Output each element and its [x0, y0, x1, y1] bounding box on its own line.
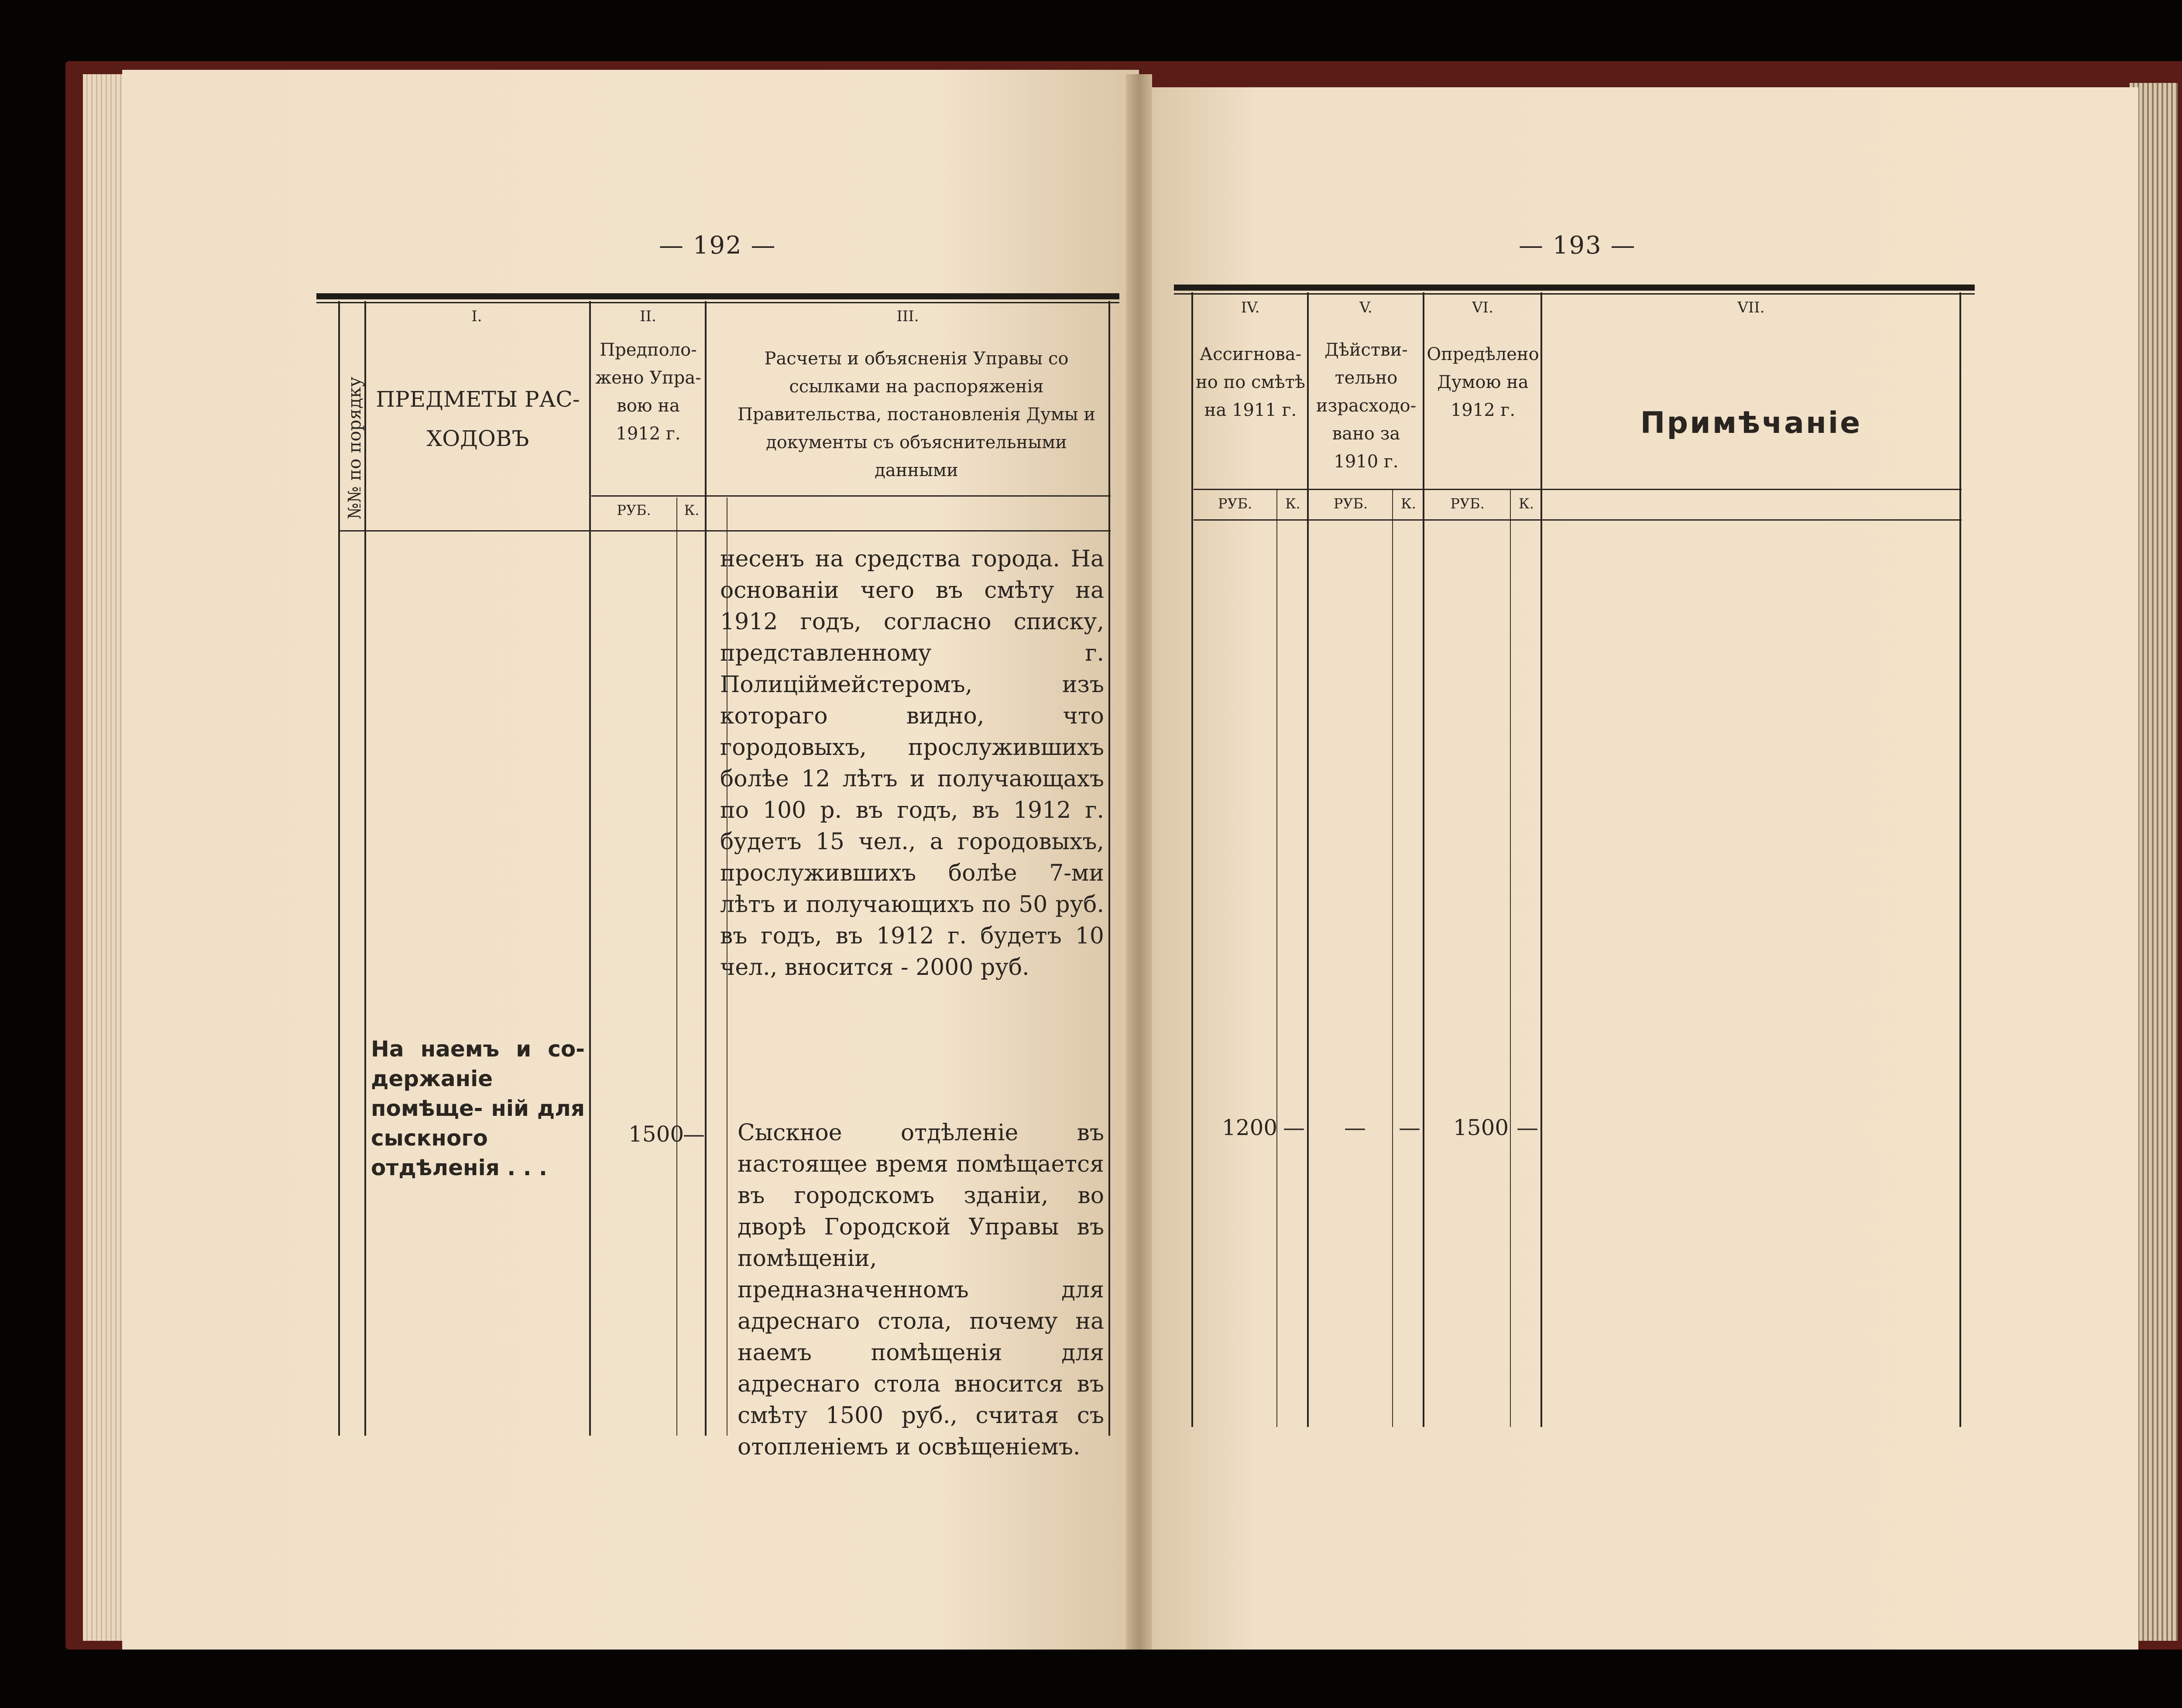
col-line — [1307, 292, 1309, 1427]
value-spent-1910: — — [1344, 1115, 1366, 1140]
value-decided-1912: 1500 — [1453, 1115, 1509, 1140]
col3-number: III. — [896, 308, 919, 325]
subheader-rule — [591, 495, 1111, 497]
col2-number: II. — [640, 308, 656, 325]
continuation-text: несенъ на средства города. На основаніи чего въ смѣту на 1912 годъ, согласно списку, представленному г. Полиціймейстеромъ, изъ котораго видно, что городовыхъ, прослужившихъ болѣе 12 лѣтъ и получающахъ по 100 р. въ годъ, въ 1912 г. будетъ 15 чел., а городовыхъ, прослужившихъ болѣе 7-ми лѣтъ и получающихъ по 50 руб. въ годъ, въ 1912 г. будетъ 10 чел., вносится - 2000 руб. — [720, 546, 1104, 981]
col6-rub: РУБ. — [1450, 495, 1485, 512]
header-bottom-rule — [1194, 519, 1962, 521]
item-explanation: Сыскное отдѣленіе въ настоящее время помѣщается въ городскомъ зданіи, во дворѣ Городской Управы въ помѣщеніи, предназначенномъ для адреснаго стола, почему на наемъ помѣщенія для адреснаго стола вносится въ смѣту 1500 руб., считая съ отопленіемъ и освѣщеніемъ. — [738, 1120, 1104, 1460]
col1-title: ПРЕДМЕТЫ РАС- ХОДОВЪ — [376, 387, 580, 451]
column-order-label: №№ по порядку — [345, 377, 365, 519]
value-kop-1: — — [1283, 1115, 1305, 1140]
col-line — [1108, 301, 1110, 1436]
col2-title: Предполо- жено Упра- вою на 1912 г. — [595, 340, 701, 444]
book-gutter — [1126, 74, 1152, 1650]
col4-rub: РУБ. — [1218, 495, 1252, 512]
col7-number: VII. — [1737, 299, 1765, 316]
col-line — [1276, 489, 1277, 1427]
col5-kop: К. — [1401, 495, 1416, 512]
col-line — [1510, 489, 1511, 1427]
col6-title: Опредѣлено Думою на 1912 г. — [1427, 344, 1539, 420]
header-top-rule-thin — [316, 302, 1119, 303]
page-number-left: — 192 — — [659, 231, 776, 260]
col3-title: Расчеты и объясненія Управы со ссылками на распоряженія Правительства, постановленія Думы и документы съ объяснительными данными — [737, 349, 1096, 480]
header-bottom-rule — [338, 530, 1111, 532]
col-line — [1423, 292, 1424, 1427]
page-number-right: — 193 — — [1519, 231, 1636, 260]
header-top-rule — [316, 293, 1119, 299]
col6-kop: К. — [1519, 495, 1534, 512]
value-kop-3: — — [1516, 1115, 1538, 1140]
item-amount: 1500 — [628, 1122, 684, 1147]
col-line — [705, 301, 707, 1436]
subheader-rule — [1194, 489, 1962, 490]
col4-number: IV. — [1241, 299, 1260, 316]
right-page — [1135, 87, 2138, 1650]
col2-rub: РУБ. — [617, 502, 651, 518]
col-line — [1392, 489, 1393, 1427]
col5-title: Дѣйстви- тельно израсходо- вано за 1910 г. — [1316, 340, 1417, 472]
item-kop-dash: — — [683, 1122, 705, 1147]
col-line — [589, 301, 591, 1436]
item-title: На наемъ и со- держаніе помѣще- ній для сыскного отдѣленія . . . — [371, 1036, 585, 1180]
col5-number: V. — [1359, 299, 1372, 316]
col-line — [1540, 292, 1542, 1427]
col4-kop: К. — [1285, 495, 1300, 512]
value-kop-2: — — [1399, 1115, 1420, 1140]
col5-rub: РУБ. — [1333, 495, 1368, 512]
col-line — [676, 497, 677, 1436]
header-top-rule-thin — [1174, 293, 1975, 295]
col-line — [1959, 292, 1961, 1427]
value-assigned-1911: 1200 — [1222, 1115, 1278, 1140]
col-line — [338, 301, 340, 1436]
col6-number: VI. — [1472, 299, 1493, 316]
col2-kop: К. — [684, 502, 700, 518]
header-top-rule — [1174, 285, 1975, 291]
col7-title: Примѣчаніе — [1640, 406, 1862, 440]
col1-number: I. — [471, 308, 482, 325]
col-line — [1191, 292, 1193, 1427]
col4-title: Ассигнова- но по смѣтѣ на 1911 г. — [1196, 344, 1305, 420]
